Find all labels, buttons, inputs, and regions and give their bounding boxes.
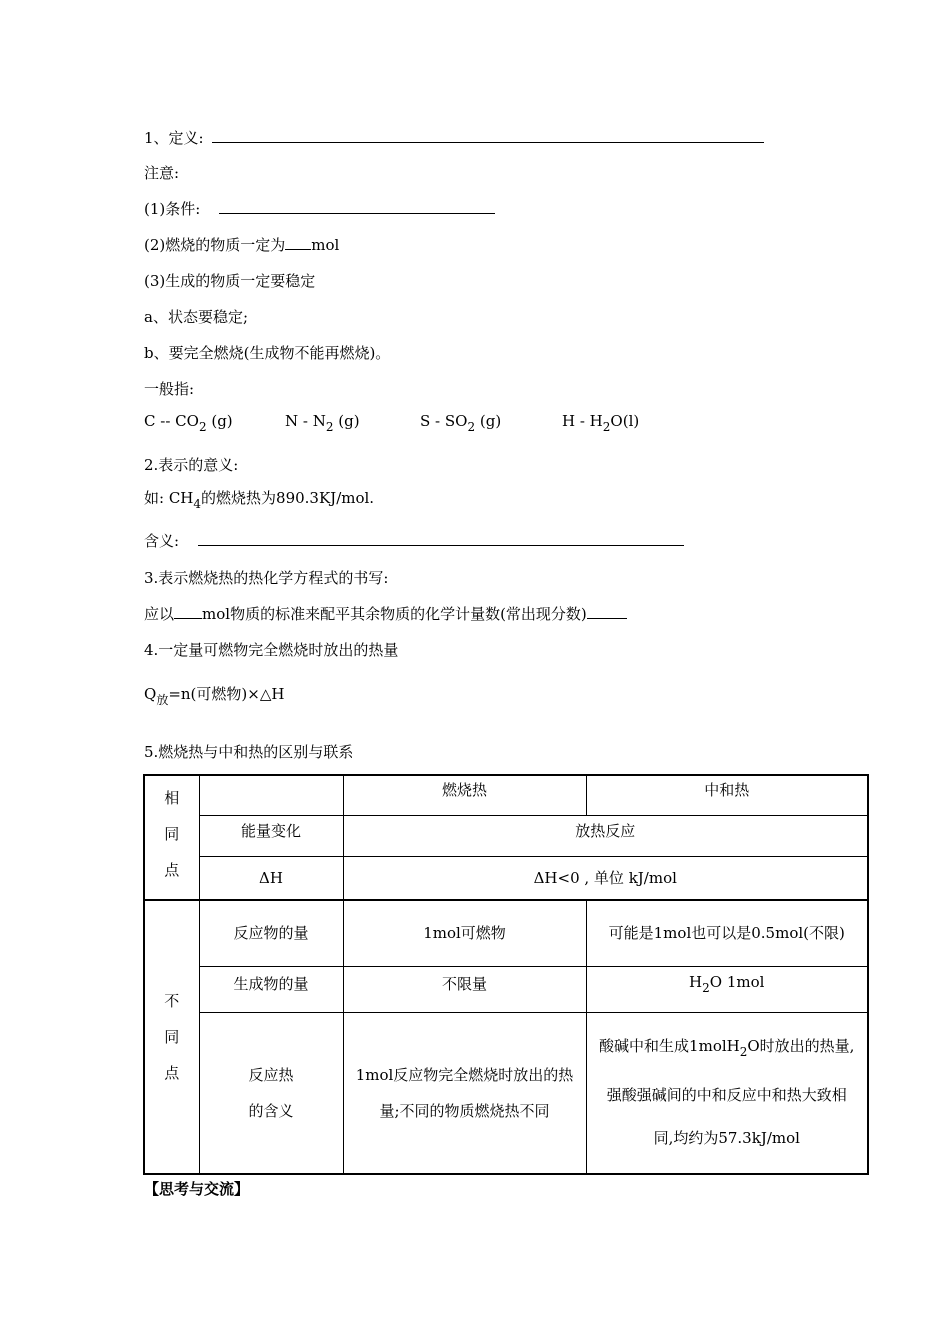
product-amount-label: 生成物的量 [199, 966, 343, 1012]
meaning-label: 含义: [144, 532, 180, 550]
header-empty-cell [199, 775, 343, 815]
amount-blank[interactable] [285, 235, 311, 250]
general-items-line [144, 411, 639, 437]
note-a-line: a、状态要稳定; [144, 308, 248, 326]
meaning-blank[interactable] [198, 531, 684, 546]
reaction-heat-meaning-combustion: 1mol反应物完全燃烧时放出的热 量;不同的物质燃烧热不同 [343, 1012, 586, 1174]
general-label: 一般指: [144, 380, 195, 398]
note-condition-label: (1)条件: [144, 200, 201, 218]
section3-title: 3.表示燃烧热的热化学方程式的书写: [144, 569, 389, 587]
comparison-table [143, 774, 869, 1175]
note-stable-line: (3)生成的物质一定要稳定 [144, 272, 316, 290]
delta-h-value: ΔH<0 , 单位 kJ/mol [343, 856, 868, 900]
note-b-line: b、要完全燃烧(生成物不能再燃烧)。 [144, 344, 391, 362]
section5-title: 5.燃烧热与中和热的区别与联系 [144, 743, 354, 761]
section4-title: 4.一定量可燃物完全燃烧时放出的热量 [144, 641, 399, 659]
reaction-heat-meaning-neutralization: 酸碱中和生成1molH$_2$O时放出的热量, 强酸强碱间的中和反应中和热大致相 同,均约为57.3kJ/mol [586, 1012, 868, 1174]
think-and-discuss-heading: 【思考与交流】 [144, 1180, 250, 1198]
fraction-blank[interactable] [587, 604, 627, 619]
header-neutralization-heat: 中和热 [586, 775, 868, 815]
condition-blank[interactable] [219, 199, 495, 214]
energy-change-label: 能量变化 [199, 815, 343, 856]
energy-change-value: 放热反应 [343, 815, 868, 856]
reactant-amount-combustion: 1mol可燃物 [343, 900, 586, 966]
header-combustion-heat: 燃烧热 [343, 775, 586, 815]
different-points-label: 不 同 点 [144, 900, 199, 1174]
note-label: 注意: [144, 164, 180, 182]
general-item-hydrogen: H - $H_2O(l)$ [562, 412, 640, 434]
reactant-amount-label: 反应物的量 [199, 900, 343, 966]
note-amount-pre: (2)燃烧的物质一定为 [144, 236, 286, 254]
reaction-heat-meaning-label: 反应热 的含义 [199, 1012, 343, 1174]
section2-example: 如: $CH_4$的燃烧热为890.3KJ/mol. [144, 489, 375, 511]
delta-h-label: ΔH [199, 856, 343, 900]
general-item-nitrogen: N - $N_2$ (g) [285, 412, 360, 434]
general-item-carbon: C -- $CO_2$ (g) [144, 412, 233, 434]
note-condition-line [144, 199, 495, 219]
definition-line [144, 128, 764, 148]
definition-blank[interactable] [212, 128, 764, 143]
note-amount-line [144, 235, 339, 255]
same-points-label: 相 同 点 [144, 775, 199, 900]
section2-title: 2.表示的意义: [144, 456, 239, 474]
product-amount-combustion: 不限量 [343, 966, 586, 1012]
meaning-line [144, 531, 684, 551]
mol-blank[interactable] [174, 604, 202, 619]
general-item-sulfur: S - $SO_2$ (g) [420, 412, 502, 434]
note-amount-unit: mol [311, 236, 340, 254]
definition-label: 1、定义: [144, 129, 204, 147]
section3-line: 应以 mol物质的标准来配平其余物质的化学计量数(常出现分数) [144, 604, 627, 624]
product-amount-neutralization: $H_2O$ 1mol [586, 966, 868, 1012]
reactant-amount-neutralization: 可能是1mol也可以是0.5mol(不限) [586, 900, 868, 966]
section4-formula: $Q_放=n$(可燃物)×△H [144, 685, 285, 707]
